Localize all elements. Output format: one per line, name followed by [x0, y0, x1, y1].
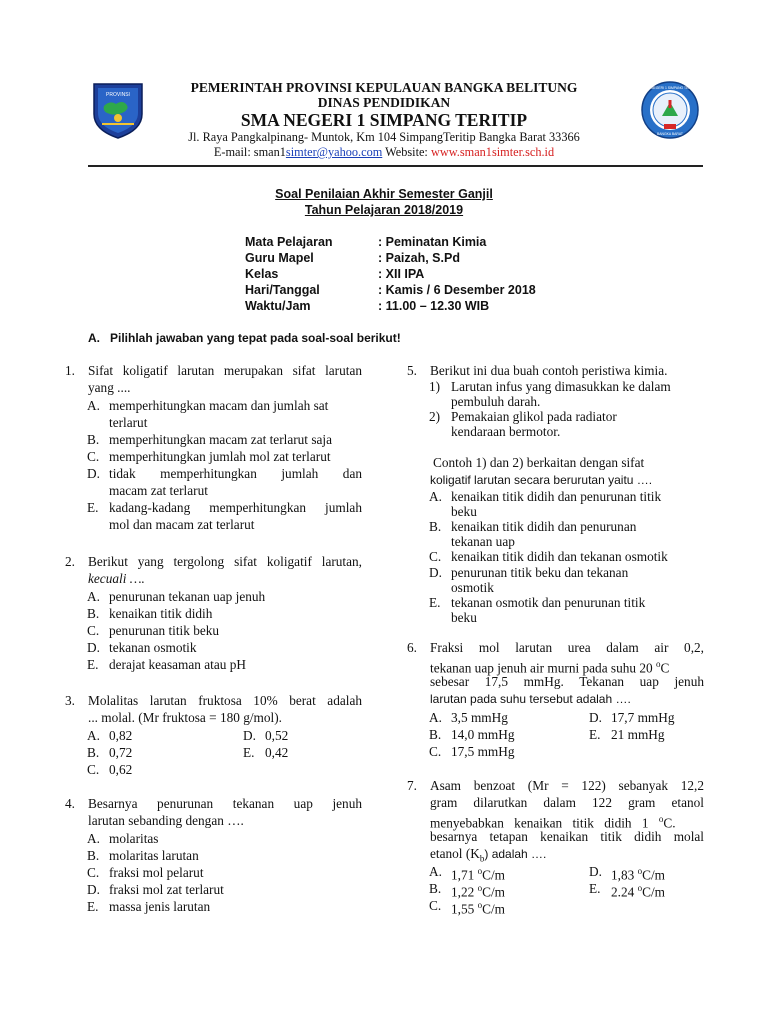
exam-year: Tahun Pelajaran 2018/2019 [304, 203, 464, 217]
school-address: Jl. Raya Pangkalpinang- Muntok, Km 104 SimpangTeritip Bangka Barat 33366 [188, 130, 580, 144]
svg-text:BANGKA BARAT: BANGKA BARAT [657, 132, 683, 136]
svg-text:SMA NEGERI 1 SIMPANG TERITIP: SMA NEGERI 1 SIMPANG TERITIP [642, 86, 698, 90]
section-instruction: A. Pilihlah jawaban yang tepat pada soal-soal berikut! [88, 331, 401, 345]
exam-title: Soal Penilaian Akhir Semester Ganjil [275, 187, 493, 201]
website-label: Website: [382, 145, 431, 159]
department-name: DINAS PENDIDIKAN [317, 95, 451, 110]
q5-context-2: koligatif larutan secara berurutan yaitu …. [430, 473, 653, 487]
q5-context: Contoh 1) dan 2) berkaitan dengan sifat [433, 455, 645, 470]
school-name: SMA NEGERI 1 SIMPANG TERITIP [240, 110, 528, 130]
letterhead-divider [88, 165, 703, 167]
svg-text:PROVINSI: PROVINSI [106, 92, 130, 98]
contact-line [0, 145, 768, 160]
letterhead [0, 0, 768, 165]
email-link[interactable]: simter@yahoo.com [285, 145, 383, 159]
website-link[interactable]: www.sman1simter.sch.id [430, 145, 555, 159]
email-label: E-mail: sman1 [213, 145, 286, 159]
government-name: PEMERINTAH PROVINSI KEPULAUAN BANGKA BELITUNG [190, 80, 578, 95]
